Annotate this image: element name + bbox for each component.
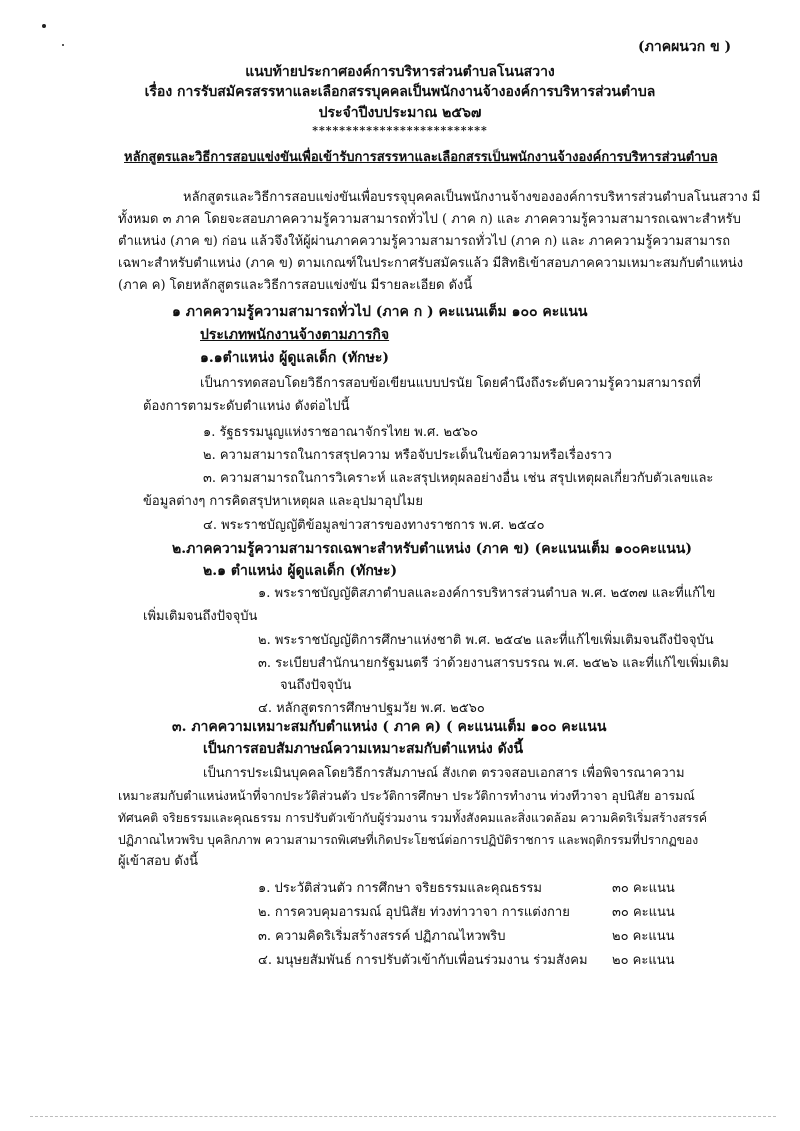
part-a-subheading: ประเภทพนักงานจ้างตามภารกิจ xyxy=(200,327,390,343)
part-a-item: ๒. ความสามารถในการสรุปความ หรือจับประเด็นในข้อความหรือเรื่องราว xyxy=(203,448,612,463)
part-b-item: ๔. หลักสูตรการศึกษาปฐมวัย พ.ศ. ๒๕๖๐ xyxy=(258,701,485,716)
header-separator: ************************** xyxy=(312,124,488,137)
part-b-item: ๓. ระเบียบสำนักนายกรัฐมนตรี ว่าด้วยงานสารบรรณ พ.ศ. ๒๕๒๖ และที่แก้ไขเพิ่มเติม xyxy=(258,656,729,671)
score-item-label: ๔. มนุษยสัมพันธ์ การปรับตัวเข้ากับเพื่อนร่วมงาน ร่วมสังคม xyxy=(258,953,588,968)
scan-speck xyxy=(42,24,46,28)
intro-line: ตำแหน่ง (ภาค ข) ก่อน แล้วจึงให้ผู้ผ่านภาคความรู้ความสามารถทั่วไป (ภาค ก) และ ภาคความรู้ความสามารถ xyxy=(118,234,731,249)
header-line-3: ประจำปีงบประมาณ ๒๕๖๗ xyxy=(318,105,482,121)
part-c-desc: ปฏิภาณไหวพริบ บุคลิกภาพ ความสามารถพิเศษที่เกิดประโยชน์ต่อการปฏิบัติราชการ และพฤติกรรมที่ปรากฏของ xyxy=(118,833,699,847)
part-b-heading: ๒.ภาคความรู้ความสามารถเฉพาะสำหรับตำแหน่ง (ภาค ข) (คะแนนเต็ม ๑๐๐คะแนน) xyxy=(172,541,692,557)
score-item-points: ๓๐ คะแนน xyxy=(612,905,675,920)
scan-speck xyxy=(62,44,64,46)
part-b-position: ๒.๑ ตำแหน่ง ผู้ดูแลเด็ก (ทักษะ) xyxy=(203,563,398,579)
part-a-item: ๑. รัฐธรรมนูญแห่งราชอาณาจักรไทย พ.ศ. ๒๕๖๐ xyxy=(203,425,479,440)
part-c-heading: ๓. ภาคความเหมาะสมกับตำแหน่ง ( ภาค ค) ( คะแนนเต็ม ๑๐๐ คะแนน xyxy=(172,719,607,735)
score-item-points: ๒๐ คะแนน xyxy=(612,953,675,968)
intro-line: (ภาค ค) โดยหลักสูตรและวิธีการสอบแข่งขัน มีรายละเอียด ดังนี้ xyxy=(118,278,473,293)
part-b-item: เพิ่มเติมจนถึงปัจจุบัน xyxy=(143,609,258,624)
part-b-item: ๒. พระราชบัญญัติการศึกษาแห่งชาติ พ.ศ. ๒๕๔๒ และที่แก้ไขเพิ่มเติมจนถึงปัจจุบัน xyxy=(258,633,714,648)
part-a-heading: ๑ ภาคความรู้ความสามารถทั่วไป (ภาค ก ) คะแนนเต็ม ๑๐๐ คะแนน xyxy=(172,304,588,320)
header-line-1: แนบท้ายประกาศองค์การบริหารส่วนตำบลโนนสวาง xyxy=(245,64,555,80)
part-a-desc: เป็นการทดสอบโดยวิธีการสอบข้อเขียนแบบปรนัย โดยคำนึงถึงระดับความรู้ความสามารถที่ xyxy=(200,376,701,391)
part-c-desc: ทัศนคติ จริยธรรมและคุณธรรม การปรับตัวเข้ากับผู้ร่วมงาน รวมทั้งสังคมและสิ่งแวดล้อม ความคิดริเริ่มสร้างสรรค์ xyxy=(118,811,708,825)
part-c-desc: เหมาะสมกับตำแหน่งหน้าที่จากประวัติส่วนตัว ประวัติการศึกษา ประวัติการทำงาน ท่วงทีวาจา อุปนิสัย อารมณ์ xyxy=(118,788,695,803)
part-a-desc: ต้องการตามระดับตำแหน่ง ดังต่อไปนี้ xyxy=(143,399,350,414)
header-line-2: เรื่อง การรับสมัครสรรหาและเลือกสรรบุคคลเป็นพนักงานจ้างองค์การบริหารส่วนตำบล xyxy=(144,84,656,100)
part-b-item: ๑. พระราชบัญญัติสภาตำบลและองค์การบริหารส่วนตำบล พ.ศ. ๒๕๓๗ และที่แก้ไข xyxy=(258,586,716,601)
intro-line: เฉพาะสำหรับตำแหน่ง (ภาค ข) ตามเกณฑ์ในประกาศรับสมัครแล้ว มีสิทธิเข้าสอบภาคความเหมาะสมกับตำแหน่ง xyxy=(118,256,744,271)
score-item-label: ๓. ความคิดริเริ่มสร้างสรรค์ ปฏิภาณไหวพริบ xyxy=(258,929,506,944)
intro-line: ทั้งหมด ๓ ภาค โดยจะสอบภาคความรู้ความสามารถทั่วไป ( ภาค ก) และ ภาคความรู้ความสามารถเฉพาะสำหรับ xyxy=(118,212,741,227)
score-item-points: ๓๐ คะแนน xyxy=(612,881,675,896)
score-item-label: ๑. ประวัติส่วนตัว การศึกษา จริยธรรมและคุณธรรม xyxy=(258,881,542,896)
part-a-item: ๔. พระราชบัญญัติข้อมูลข่าวสารของทางราชการ พ.ศ. ๒๕๔๐ xyxy=(203,518,545,533)
intro-line: หลักสูตรและวิธีการสอบแข่งขันเพื่อบรรจุบุคคลเป็นพนักงานจ้างขององค์การบริหารส่วนตำบลโนนสวาง มี xyxy=(183,190,761,205)
part-a-item: ข้อมูลต่างๆ การคิดสรุปหาเหตุผล และอุปมาอุปไมย xyxy=(143,494,423,509)
score-item-points: ๒๐ คะแนน xyxy=(612,929,675,944)
part-c-desc: ผู้เข้าสอบ ดังนี้ xyxy=(118,854,199,869)
part-c-desc: เป็นการประเมินบุคคลโดยวิธีการสัมภาษณ์ สังเกต ตรวจสอบเอกสาร เพื่อพิจารณาความ xyxy=(203,766,685,781)
part-a-item: ๓. ความสามารถในการวิเคราะห์ และสรุปเหตุผลอย่างอื่น เช่น สรุปเหตุผลเกี่ยวกับตัวเลขและ xyxy=(203,471,714,486)
part-c-subheading: เป็นการสอบสัมภาษณ์ความเหมาะสมกับตำแหน่ง ดังนี้ xyxy=(203,741,524,757)
section-title: หลักสูตรและวิธีการสอบแข่งขันเพื่อเข้ารับการสรรหาและเลือกสรรเป็นพนักงานจ้างองค์การบริหารส่วนตำบล xyxy=(124,150,718,165)
annex-label: (ภาคผนวก ข ) xyxy=(638,39,732,55)
part-a-position: ๑.๑ตำแหน่ง ผู้ดูแลเด็ก (ทักษะ) xyxy=(200,350,389,366)
scan-bottom-edge xyxy=(30,1116,776,1117)
score-item-label: ๒. การควบคุมอารมณ์ อุปนิสัย ท่วงท่าวาจา การแต่งกาย xyxy=(258,905,570,920)
part-b-item: จนถึงปัจจุบัน xyxy=(280,678,352,693)
